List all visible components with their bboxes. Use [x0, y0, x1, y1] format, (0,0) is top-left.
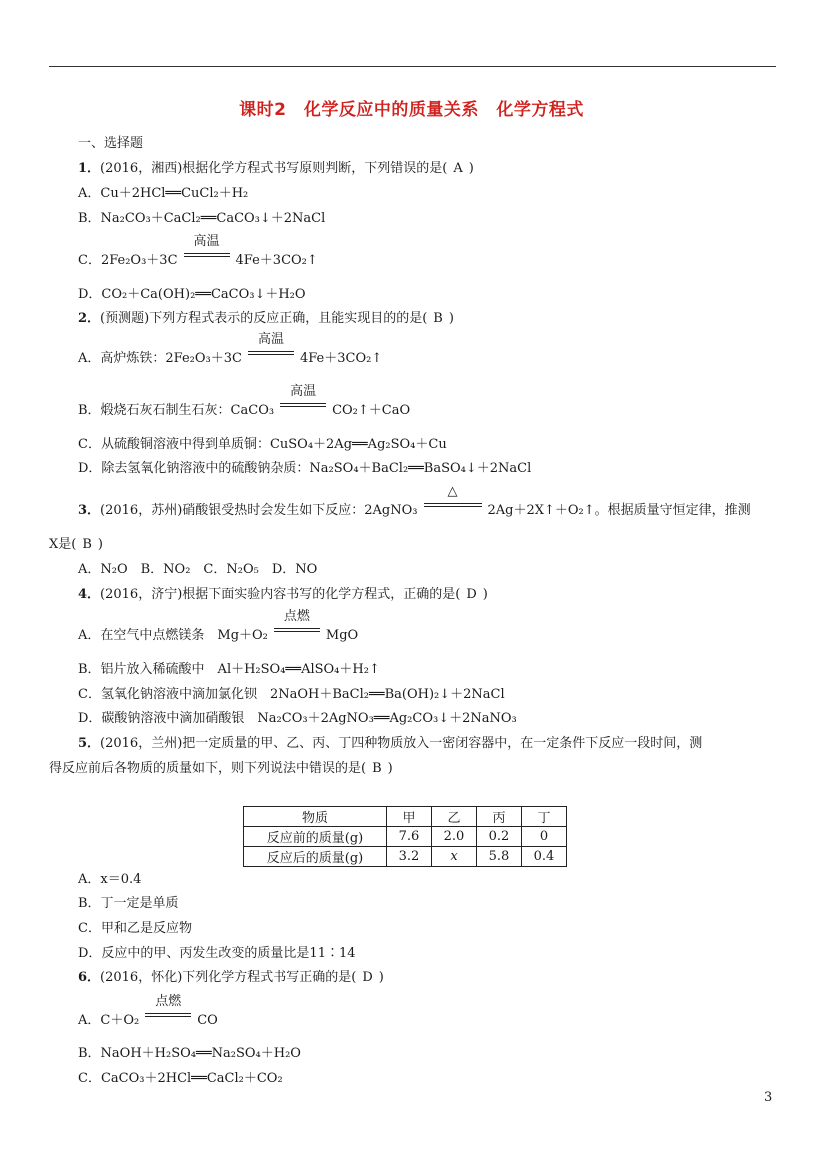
table-cell: 0.2 — [477, 827, 522, 847]
option-b: B．Na₂CO₃＋CaCl₂══CaCO₃↓＋2NaCl — [78, 211, 326, 226]
table-cell: 0 — [522, 827, 567, 847]
question-text: 得反应前后各物质的质量如下，则下列说法中错误的是( — [49, 761, 367, 776]
question-3-cont — [49, 537, 103, 553]
section-heading: 一、选择题 — [78, 136, 144, 151]
table-header-cell: 物质 — [244, 807, 387, 827]
condition-label: △ — [447, 484, 458, 499]
equation-right: CO — [197, 1013, 218, 1028]
question-3 — [78, 484, 751, 519]
condition-arrow — [184, 234, 230, 264]
answer: B — [82, 537, 92, 552]
header-rule — [49, 66, 776, 67]
option-a: A．Cu＋2HCl══CuCl₂＋H₂ — [78, 186, 249, 201]
question-text: (2016，湘西)根据化学方程式书写原则判断，下列错误的是( — [100, 161, 448, 176]
option-d: D．碳酸钠溶液中滴加硝酸银 Na₂CO₃＋2AgNO₃══Ag₂CO₃↓＋2NaNO₃ — [78, 711, 517, 726]
table-cell: 7.6 — [387, 827, 432, 847]
option-d: D．CO₂＋Ca(OH)₂══CaCO₃↓＋H₂O — [78, 287, 306, 302]
question-6 — [78, 970, 384, 986]
option-b — [78, 384, 411, 419]
option-b: B．丁一定是单质 — [78, 896, 179, 911]
answer: B — [433, 311, 443, 326]
option-c: C．从硫酸铜溶液中得到单质铜：CuSO₄＋2Ag══Ag₂SO₄＋Cu — [78, 437, 447, 452]
equation-right: 4Fe＋3CO₂↑ — [235, 253, 318, 268]
option-a: A．x＝0.4 — [78, 872, 142, 887]
question-number: 3． — [78, 503, 101, 518]
question-text: (2016，兰州)把一定质量的甲、乙、丙、丁四种物质放入一密闭容器中，在一定条件下反应一段时间，测 — [100, 736, 703, 751]
condition-arrow — [424, 484, 482, 514]
question-text: (预测题)下列方程式表示的反应正确，且能实现目的的是( — [100, 311, 428, 326]
equation-left: B．煅烧石灰石制生石灰：CaCO₃ — [78, 403, 275, 418]
question-2 — [78, 311, 454, 327]
paren-close: ) — [468, 161, 474, 176]
equation-left: A．C＋O₂ — [78, 1013, 140, 1028]
condition-arrow — [274, 609, 320, 639]
table-cell: 0.4 — [522, 847, 567, 867]
question-1 — [78, 161, 474, 177]
question-text: (2016，苏州)硝酸银受热时会发生如下反应：2AgNO₃ — [100, 503, 418, 518]
table-cell: x — [432, 847, 477, 867]
paren-close: ) — [482, 587, 488, 602]
option-c: C．CaCO₃＋2HCl══CaCl₂＋CO₂ — [78, 1071, 283, 1086]
options: A．N₂O B．NO₂ C．N₂O₅ D．NO — [78, 562, 318, 577]
option-c: C．氢氧化钠溶液中滴加氯化钡 2NaOH＋BaCl₂══Ba(OH)₂↓＋2NaCl — [78, 687, 505, 702]
table-cell: 5.8 — [477, 847, 522, 867]
question-number: 1． — [78, 161, 101, 176]
condition-label: 高温 — [193, 234, 220, 249]
table-row — [244, 847, 567, 867]
question-number: 6． — [78, 970, 101, 985]
paren-close: ) — [387, 761, 393, 776]
condition-label: 高温 — [290, 384, 317, 399]
option-b: B．铝片放入稀硫酸中 Al＋H₂SO₄══AlSO₄＋H₂↑ — [78, 662, 380, 677]
question-number: 4． — [78, 587, 101, 602]
condition-label: 高温 — [257, 332, 284, 347]
equation-left: A．高炉炼铁：2Fe₂O₃＋3C — [78, 351, 242, 366]
option-c: C．甲和乙是反应物 — [78, 921, 192, 936]
question-5-cont — [49, 761, 393, 777]
option-d: D．反应中的甲、丙发生改变的质量比是11∶14 — [78, 946, 356, 961]
table-cell: 2.0 — [432, 827, 477, 847]
question-number: 5． — [78, 736, 101, 751]
condition-arrow — [145, 994, 191, 1024]
table-cell: 反应后的质量(g) — [244, 847, 387, 867]
condition-arrow — [280, 384, 326, 414]
question-text: X是( — [49, 537, 77, 552]
condition-arrow — [248, 332, 294, 362]
condition-label: 点燃 — [155, 994, 182, 1009]
option-b: B．NaOH＋H₂SO₄══Na₂SO₄＋H₂O — [78, 1046, 301, 1061]
page-number: 3 — [764, 1090, 773, 1105]
table-cell: 3.2 — [387, 847, 432, 867]
mass-table — [243, 806, 567, 867]
table-header-row — [244, 807, 567, 827]
option-c — [78, 234, 318, 269]
equation-right: CO₂↑＋CaO — [332, 403, 411, 418]
question-4 — [78, 587, 488, 603]
option-a — [78, 609, 359, 644]
equation-right: MgO — [325, 628, 359, 643]
table-row — [244, 827, 567, 847]
answer: B — [372, 761, 382, 776]
option-a — [78, 332, 383, 367]
paren-close: ) — [97, 537, 103, 552]
answer: A — [453, 161, 463, 176]
question-5 — [78, 736, 702, 752]
equation-left: C．2Fe₂O₃＋3C — [78, 253, 178, 268]
page-title: 课时2 化学反应中的质量关系 化学方程式 — [239, 100, 584, 120]
question-text: (2016，济宁)根据下面实验内容书写的化学方程式，正确的是( — [100, 587, 461, 602]
table-header-cell: 丁 — [522, 807, 567, 827]
option-a — [78, 994, 218, 1029]
table-header-cell: 丙 — [477, 807, 522, 827]
question-number: 2． — [78, 311, 101, 326]
table-header-cell: 甲 — [387, 807, 432, 827]
table-cell: 反应前的质量(g) — [244, 827, 387, 847]
answer: D — [362, 970, 373, 985]
option-d: D．除去氢氧化钠溶液中的硫酸钠杂质：Na₂SO₄＋BaCl₂══BaSO₄↓＋2NaCl — [78, 461, 532, 476]
answer: D — [466, 587, 477, 602]
paren-close: ) — [448, 311, 454, 326]
condition-label: 点燃 — [283, 609, 310, 624]
equation-left: A．在空气中点燃镁条 Mg＋O₂ — [78, 628, 268, 643]
question-text: (2016，怀化)下列化学方程式书写正确的是( — [100, 970, 357, 985]
question-text-cont: 2Ag＋2X↑＋O₂↑。根据质量守恒定律，推测 — [487, 503, 751, 518]
paren-close: ) — [378, 970, 384, 985]
equation-right: 4Fe＋3CO₂↑ — [299, 351, 383, 366]
table-header-cell: 乙 — [432, 807, 477, 827]
